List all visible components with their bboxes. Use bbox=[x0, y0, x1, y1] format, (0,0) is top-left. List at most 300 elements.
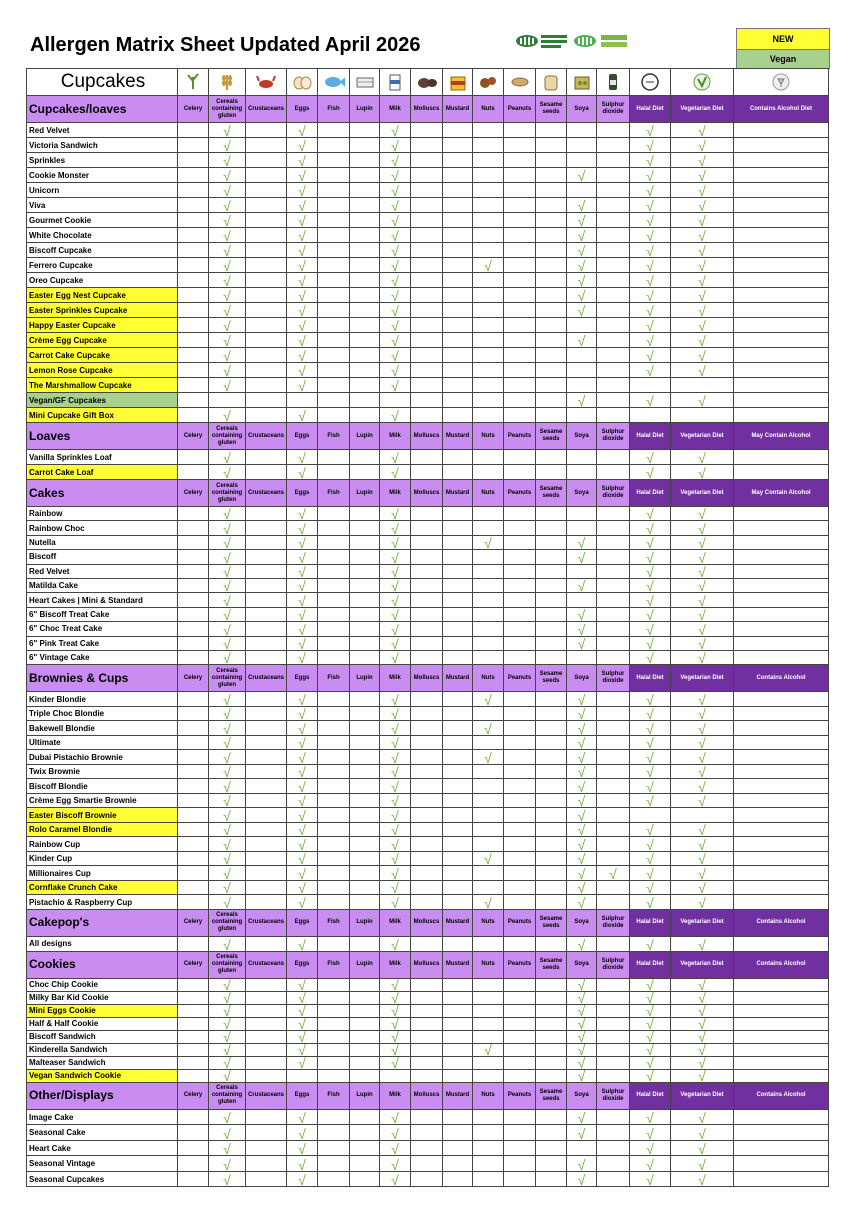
check-mark: √ bbox=[567, 837, 597, 852]
empty-cell bbox=[318, 1017, 350, 1030]
check-mark: √ bbox=[287, 243, 318, 258]
icon-cell bbox=[318, 69, 350, 96]
empty-cell bbox=[597, 288, 630, 303]
empty-cell bbox=[536, 793, 567, 808]
empty-cell bbox=[504, 273, 536, 288]
empty-cell bbox=[443, 535, 473, 549]
check-mark: √ bbox=[671, 243, 734, 258]
empty-cell bbox=[504, 153, 536, 168]
empty-cell bbox=[318, 692, 350, 707]
empty-cell bbox=[504, 692, 536, 707]
empty-cell bbox=[178, 348, 209, 363]
table-row bbox=[27, 183, 829, 198]
empty-cell bbox=[411, 622, 443, 636]
empty-cell bbox=[178, 243, 209, 258]
column-header: Sesame seeds bbox=[536, 909, 567, 936]
column-header: Lupin bbox=[350, 423, 380, 450]
empty-cell bbox=[411, 895, 443, 910]
empty-cell bbox=[504, 243, 536, 258]
table-row bbox=[27, 895, 829, 910]
column-header: Sesame seeds bbox=[536, 1082, 567, 1109]
table-row bbox=[27, 1056, 829, 1069]
check-mark: √ bbox=[287, 866, 318, 881]
empty-cell bbox=[734, 936, 829, 951]
empty-cell bbox=[178, 706, 209, 721]
check-mark: √ bbox=[473, 721, 504, 736]
check-mark: √ bbox=[287, 1004, 318, 1017]
check-mark: √ bbox=[209, 1030, 246, 1043]
check-mark: √ bbox=[380, 198, 411, 213]
empty-cell bbox=[246, 607, 287, 621]
empty-cell bbox=[597, 507, 630, 521]
column-header-alcohol: Contains Alcohol Diet bbox=[734, 96, 829, 123]
check-mark: √ bbox=[380, 764, 411, 779]
empty-cell bbox=[473, 465, 504, 480]
empty-cell bbox=[318, 408, 350, 423]
empty-cell bbox=[178, 1156, 209, 1172]
empty-cell bbox=[318, 1004, 350, 1017]
check-mark: √ bbox=[287, 793, 318, 808]
column-header: Milk bbox=[380, 480, 411, 507]
empty-cell bbox=[473, 363, 504, 378]
empty-cell bbox=[411, 288, 443, 303]
empty-cell bbox=[443, 735, 473, 750]
empty-cell bbox=[443, 750, 473, 765]
empty-cell bbox=[536, 978, 567, 991]
empty-cell bbox=[178, 936, 209, 951]
empty-cell bbox=[246, 1156, 287, 1172]
empty-cell bbox=[246, 198, 287, 213]
check-mark: √ bbox=[630, 288, 671, 303]
empty-cell bbox=[178, 1017, 209, 1030]
empty-cell bbox=[350, 880, 380, 895]
check-mark: √ bbox=[380, 636, 411, 650]
empty-cell bbox=[504, 521, 536, 535]
check-mark: √ bbox=[209, 243, 246, 258]
empty-cell bbox=[350, 1043, 380, 1056]
check-mark: √ bbox=[567, 750, 597, 765]
empty-cell bbox=[473, 779, 504, 794]
product-name: Triple Choc Blondie bbox=[27, 706, 178, 721]
empty-cell bbox=[318, 465, 350, 480]
product-name: Easter Sprinkles Cupcake bbox=[27, 303, 178, 318]
empty-cell bbox=[734, 550, 829, 564]
empty-cell bbox=[246, 837, 287, 852]
empty-cell bbox=[443, 183, 473, 198]
soya-icon bbox=[571, 71, 593, 93]
empty-cell bbox=[597, 1125, 630, 1141]
check-mark: √ bbox=[380, 465, 411, 480]
empty-cell bbox=[246, 1030, 287, 1043]
empty-cell bbox=[178, 303, 209, 318]
empty-cell bbox=[597, 348, 630, 363]
empty-cell bbox=[246, 228, 287, 243]
empty-cell bbox=[443, 153, 473, 168]
empty-cell bbox=[318, 198, 350, 213]
empty-cell bbox=[536, 363, 567, 378]
empty-cell bbox=[178, 650, 209, 664]
column-header: Celery bbox=[178, 1082, 209, 1109]
empty-cell bbox=[411, 593, 443, 607]
empty-cell bbox=[536, 1030, 567, 1043]
table-row bbox=[27, 721, 829, 736]
check-mark: √ bbox=[630, 1017, 671, 1030]
empty-cell bbox=[318, 895, 350, 910]
check-mark: √ bbox=[380, 706, 411, 721]
empty-cell bbox=[734, 168, 829, 183]
check-mark: √ bbox=[380, 1004, 411, 1017]
empty-cell bbox=[536, 593, 567, 607]
empty-cell bbox=[597, 978, 630, 991]
check-mark: √ bbox=[287, 521, 318, 535]
product-name: Seasonal Cake bbox=[27, 1125, 178, 1141]
check-mark: √ bbox=[630, 1125, 671, 1141]
check-mark: √ bbox=[209, 333, 246, 348]
check-mark: √ bbox=[671, 978, 734, 991]
check-mark: √ bbox=[209, 535, 246, 549]
empty-cell bbox=[536, 837, 567, 852]
empty-cell bbox=[504, 866, 536, 881]
sesame-icon bbox=[540, 71, 562, 93]
empty-cell bbox=[536, 550, 567, 564]
check-mark: √ bbox=[630, 198, 671, 213]
empty-cell bbox=[536, 622, 567, 636]
check-mark: √ bbox=[209, 408, 246, 423]
table-row bbox=[27, 1125, 829, 1141]
empty-cell bbox=[443, 348, 473, 363]
empty-cell bbox=[473, 228, 504, 243]
check-mark: √ bbox=[287, 1171, 318, 1187]
empty-cell bbox=[473, 153, 504, 168]
empty-cell bbox=[443, 793, 473, 808]
empty-cell bbox=[473, 507, 504, 521]
check-mark: √ bbox=[671, 636, 734, 650]
check-mark: √ bbox=[287, 535, 318, 549]
empty-cell bbox=[567, 348, 597, 363]
empty-cell bbox=[246, 706, 287, 721]
empty-cell bbox=[350, 378, 380, 393]
check-mark: √ bbox=[380, 408, 411, 423]
empty-cell bbox=[734, 978, 829, 991]
check-mark: √ bbox=[630, 303, 671, 318]
check-mark: √ bbox=[380, 650, 411, 664]
empty-cell bbox=[246, 273, 287, 288]
empty-cell bbox=[178, 822, 209, 837]
icon-cell bbox=[734, 69, 829, 96]
empty-cell bbox=[734, 866, 829, 881]
empty-cell bbox=[350, 213, 380, 228]
column-header: Fish bbox=[318, 909, 350, 936]
empty-cell bbox=[504, 393, 536, 408]
check-mark: √ bbox=[567, 793, 597, 808]
product-name: 6" Choc Treat Cake bbox=[27, 622, 178, 636]
empty-cell bbox=[318, 750, 350, 765]
empty-cell bbox=[318, 288, 350, 303]
check-mark: √ bbox=[630, 228, 671, 243]
check-mark: √ bbox=[630, 779, 671, 794]
check-mark: √ bbox=[380, 1171, 411, 1187]
empty-cell bbox=[536, 880, 567, 895]
column-header: Vegetarian Diet bbox=[671, 96, 734, 123]
icon-cell bbox=[350, 69, 380, 96]
empty-cell bbox=[597, 550, 630, 564]
empty-cell bbox=[411, 258, 443, 273]
empty-cell bbox=[443, 465, 473, 480]
column-header: Sulphur dioxide bbox=[597, 665, 630, 692]
product-name: Carrot Cake Loaf bbox=[27, 465, 178, 480]
empty-cell bbox=[536, 138, 567, 153]
check-mark: √ bbox=[567, 607, 597, 621]
table-row bbox=[27, 1030, 829, 1043]
empty-cell bbox=[443, 258, 473, 273]
empty-cell bbox=[411, 936, 443, 951]
column-header: Lupin bbox=[350, 665, 380, 692]
empty-cell bbox=[411, 1056, 443, 1069]
check-mark: √ bbox=[287, 593, 318, 607]
check-mark: √ bbox=[630, 465, 671, 480]
empty-cell bbox=[734, 564, 829, 578]
empty-cell bbox=[567, 183, 597, 198]
empty-cell bbox=[350, 153, 380, 168]
empty-cell bbox=[178, 779, 209, 794]
column-header: Lupin bbox=[350, 909, 380, 936]
check-mark: √ bbox=[671, 706, 734, 721]
icon-cell bbox=[443, 69, 473, 96]
empty-cell bbox=[318, 168, 350, 183]
empty-cell bbox=[473, 764, 504, 779]
empty-cell bbox=[504, 333, 536, 348]
check-mark: √ bbox=[630, 1156, 671, 1172]
empty-cell bbox=[504, 936, 536, 951]
empty-cell bbox=[178, 564, 209, 578]
table-row bbox=[27, 593, 829, 607]
empty-cell bbox=[504, 880, 536, 895]
section-header bbox=[27, 1082, 829, 1109]
empty-cell bbox=[443, 450, 473, 465]
table-row bbox=[27, 258, 829, 273]
empty-cell bbox=[350, 363, 380, 378]
icon-row bbox=[27, 69, 829, 96]
empty-cell bbox=[411, 393, 443, 408]
empty-cell bbox=[597, 564, 630, 578]
empty-cell bbox=[411, 318, 443, 333]
column-header: Halal Diet bbox=[630, 909, 671, 936]
empty-cell bbox=[350, 721, 380, 736]
check-mark: √ bbox=[630, 258, 671, 273]
check-mark: √ bbox=[671, 333, 734, 348]
empty-cell bbox=[178, 895, 209, 910]
empty-cell bbox=[318, 243, 350, 258]
column-header: Peanuts bbox=[504, 665, 536, 692]
check-mark: √ bbox=[380, 578, 411, 592]
empty-cell bbox=[318, 1069, 350, 1082]
check-mark: √ bbox=[380, 837, 411, 852]
column-header: Sulphur dioxide bbox=[597, 480, 630, 507]
column-header: Mustard bbox=[443, 423, 473, 450]
empty-cell bbox=[318, 123, 350, 138]
empty-cell bbox=[536, 198, 567, 213]
empty-cell bbox=[734, 521, 829, 535]
check-mark: √ bbox=[473, 851, 504, 866]
table-row bbox=[27, 1004, 829, 1017]
empty-cell bbox=[597, 363, 630, 378]
empty-cell bbox=[411, 650, 443, 664]
icon-cell bbox=[536, 69, 567, 96]
empty-cell bbox=[473, 1140, 504, 1156]
column-header: Soya bbox=[567, 480, 597, 507]
check-mark: √ bbox=[209, 607, 246, 621]
table-row bbox=[27, 880, 829, 895]
check-mark: √ bbox=[671, 692, 734, 707]
empty-cell bbox=[504, 408, 536, 423]
empty-cell bbox=[536, 168, 567, 183]
empty-cell bbox=[443, 650, 473, 664]
empty-cell bbox=[473, 650, 504, 664]
empty-cell bbox=[318, 348, 350, 363]
icon-cell bbox=[209, 69, 246, 96]
empty-cell bbox=[246, 764, 287, 779]
empty-cell bbox=[504, 318, 536, 333]
empty-cell bbox=[178, 465, 209, 480]
table-row bbox=[27, 507, 829, 521]
empty-cell bbox=[734, 593, 829, 607]
check-mark: √ bbox=[567, 303, 597, 318]
product-name: Nutella bbox=[27, 535, 178, 549]
empty-cell bbox=[411, 607, 443, 621]
empty-cell bbox=[536, 1171, 567, 1187]
wheat-icon bbox=[216, 71, 238, 93]
empty-cell bbox=[734, 895, 829, 910]
check-mark: √ bbox=[630, 978, 671, 991]
empty-cell bbox=[473, 1171, 504, 1187]
check-mark: √ bbox=[287, 895, 318, 910]
table-row bbox=[27, 779, 829, 794]
empty-cell bbox=[536, 408, 567, 423]
check-mark: √ bbox=[567, 779, 597, 794]
empty-cell bbox=[536, 936, 567, 951]
check-mark: √ bbox=[630, 578, 671, 592]
check-mark: √ bbox=[671, 1043, 734, 1056]
empty-cell bbox=[734, 650, 829, 664]
empty-cell bbox=[350, 138, 380, 153]
table-row bbox=[27, 288, 829, 303]
check-mark: √ bbox=[630, 363, 671, 378]
empty-cell bbox=[597, 408, 630, 423]
empty-cell bbox=[178, 450, 209, 465]
empty-cell bbox=[246, 578, 287, 592]
product-name: Seasonal Cupcakes bbox=[27, 1171, 178, 1187]
empty-cell bbox=[411, 706, 443, 721]
product-name: Cookie Monster bbox=[27, 168, 178, 183]
table-row bbox=[27, 153, 829, 168]
table-row bbox=[27, 706, 829, 721]
section-title: Cakepop's bbox=[27, 909, 178, 936]
empty-cell bbox=[411, 123, 443, 138]
empty-cell bbox=[567, 650, 597, 664]
empty-cell bbox=[597, 123, 630, 138]
empty-cell bbox=[350, 228, 380, 243]
empty-cell bbox=[411, 866, 443, 881]
empty-cell bbox=[504, 465, 536, 480]
empty-cell bbox=[178, 213, 209, 228]
column-header: Halal Diet bbox=[630, 1082, 671, 1109]
column-header: Sesame seeds bbox=[536, 480, 567, 507]
empty-cell bbox=[443, 636, 473, 650]
empty-cell bbox=[536, 895, 567, 910]
column-header: Crustaceans bbox=[246, 423, 287, 450]
empty-cell bbox=[318, 393, 350, 408]
empty-cell bbox=[411, 213, 443, 228]
empty-cell bbox=[318, 550, 350, 564]
empty-cell bbox=[597, 607, 630, 621]
check-mark: √ bbox=[209, 507, 246, 521]
empty-cell bbox=[597, 198, 630, 213]
empty-cell bbox=[350, 895, 380, 910]
empty-cell bbox=[443, 288, 473, 303]
empty-cell bbox=[734, 607, 829, 621]
check-mark: √ bbox=[380, 333, 411, 348]
column-header: Cereals containing gluten bbox=[209, 909, 246, 936]
empty-cell bbox=[411, 521, 443, 535]
empty-cell bbox=[318, 1030, 350, 1043]
empty-cell bbox=[411, 408, 443, 423]
empty-cell bbox=[536, 750, 567, 765]
empty-cell bbox=[734, 408, 829, 423]
product-name: Millionaires Cup bbox=[27, 866, 178, 881]
product-name: 6" Vintage Cake bbox=[27, 650, 178, 664]
legend-new: NEW bbox=[737, 29, 829, 50]
empty-cell bbox=[504, 991, 536, 1004]
empty-cell bbox=[597, 936, 630, 951]
empty-cell bbox=[536, 764, 567, 779]
empty-cell bbox=[443, 1030, 473, 1043]
table-row bbox=[27, 978, 829, 991]
empty-cell bbox=[734, 578, 829, 592]
check-mark: √ bbox=[380, 1017, 411, 1030]
empty-cell bbox=[536, 822, 567, 837]
empty-cell bbox=[473, 735, 504, 750]
empty-cell bbox=[246, 1043, 287, 1056]
empty-cell bbox=[734, 1156, 829, 1172]
empty-cell bbox=[504, 168, 536, 183]
check-mark: √ bbox=[567, 1109, 597, 1125]
empty-cell bbox=[567, 123, 597, 138]
check-mark: √ bbox=[567, 1125, 597, 1141]
empty-cell bbox=[178, 593, 209, 607]
check-mark: √ bbox=[630, 550, 671, 564]
column-header: Crustaceans bbox=[246, 1082, 287, 1109]
check-mark: √ bbox=[380, 348, 411, 363]
empty-cell bbox=[734, 363, 829, 378]
empty-cell bbox=[246, 348, 287, 363]
empty-cell bbox=[411, 851, 443, 866]
empty-cell bbox=[318, 822, 350, 837]
empty-cell bbox=[443, 123, 473, 138]
check-mark: √ bbox=[287, 735, 318, 750]
empty-cell bbox=[504, 258, 536, 273]
section-title: Loaves bbox=[27, 423, 178, 450]
check-mark: √ bbox=[671, 153, 734, 168]
empty-cell bbox=[734, 822, 829, 837]
column-header: Mustard bbox=[443, 96, 473, 123]
product-name: Rainbow Choc bbox=[27, 521, 178, 535]
product-name: Crème Egg Smartie Brownie bbox=[27, 793, 178, 808]
check-mark: √ bbox=[567, 1171, 597, 1187]
empty-cell bbox=[318, 880, 350, 895]
empty-cell bbox=[411, 228, 443, 243]
empty-cell bbox=[536, 1017, 567, 1030]
empty-cell bbox=[734, 183, 829, 198]
